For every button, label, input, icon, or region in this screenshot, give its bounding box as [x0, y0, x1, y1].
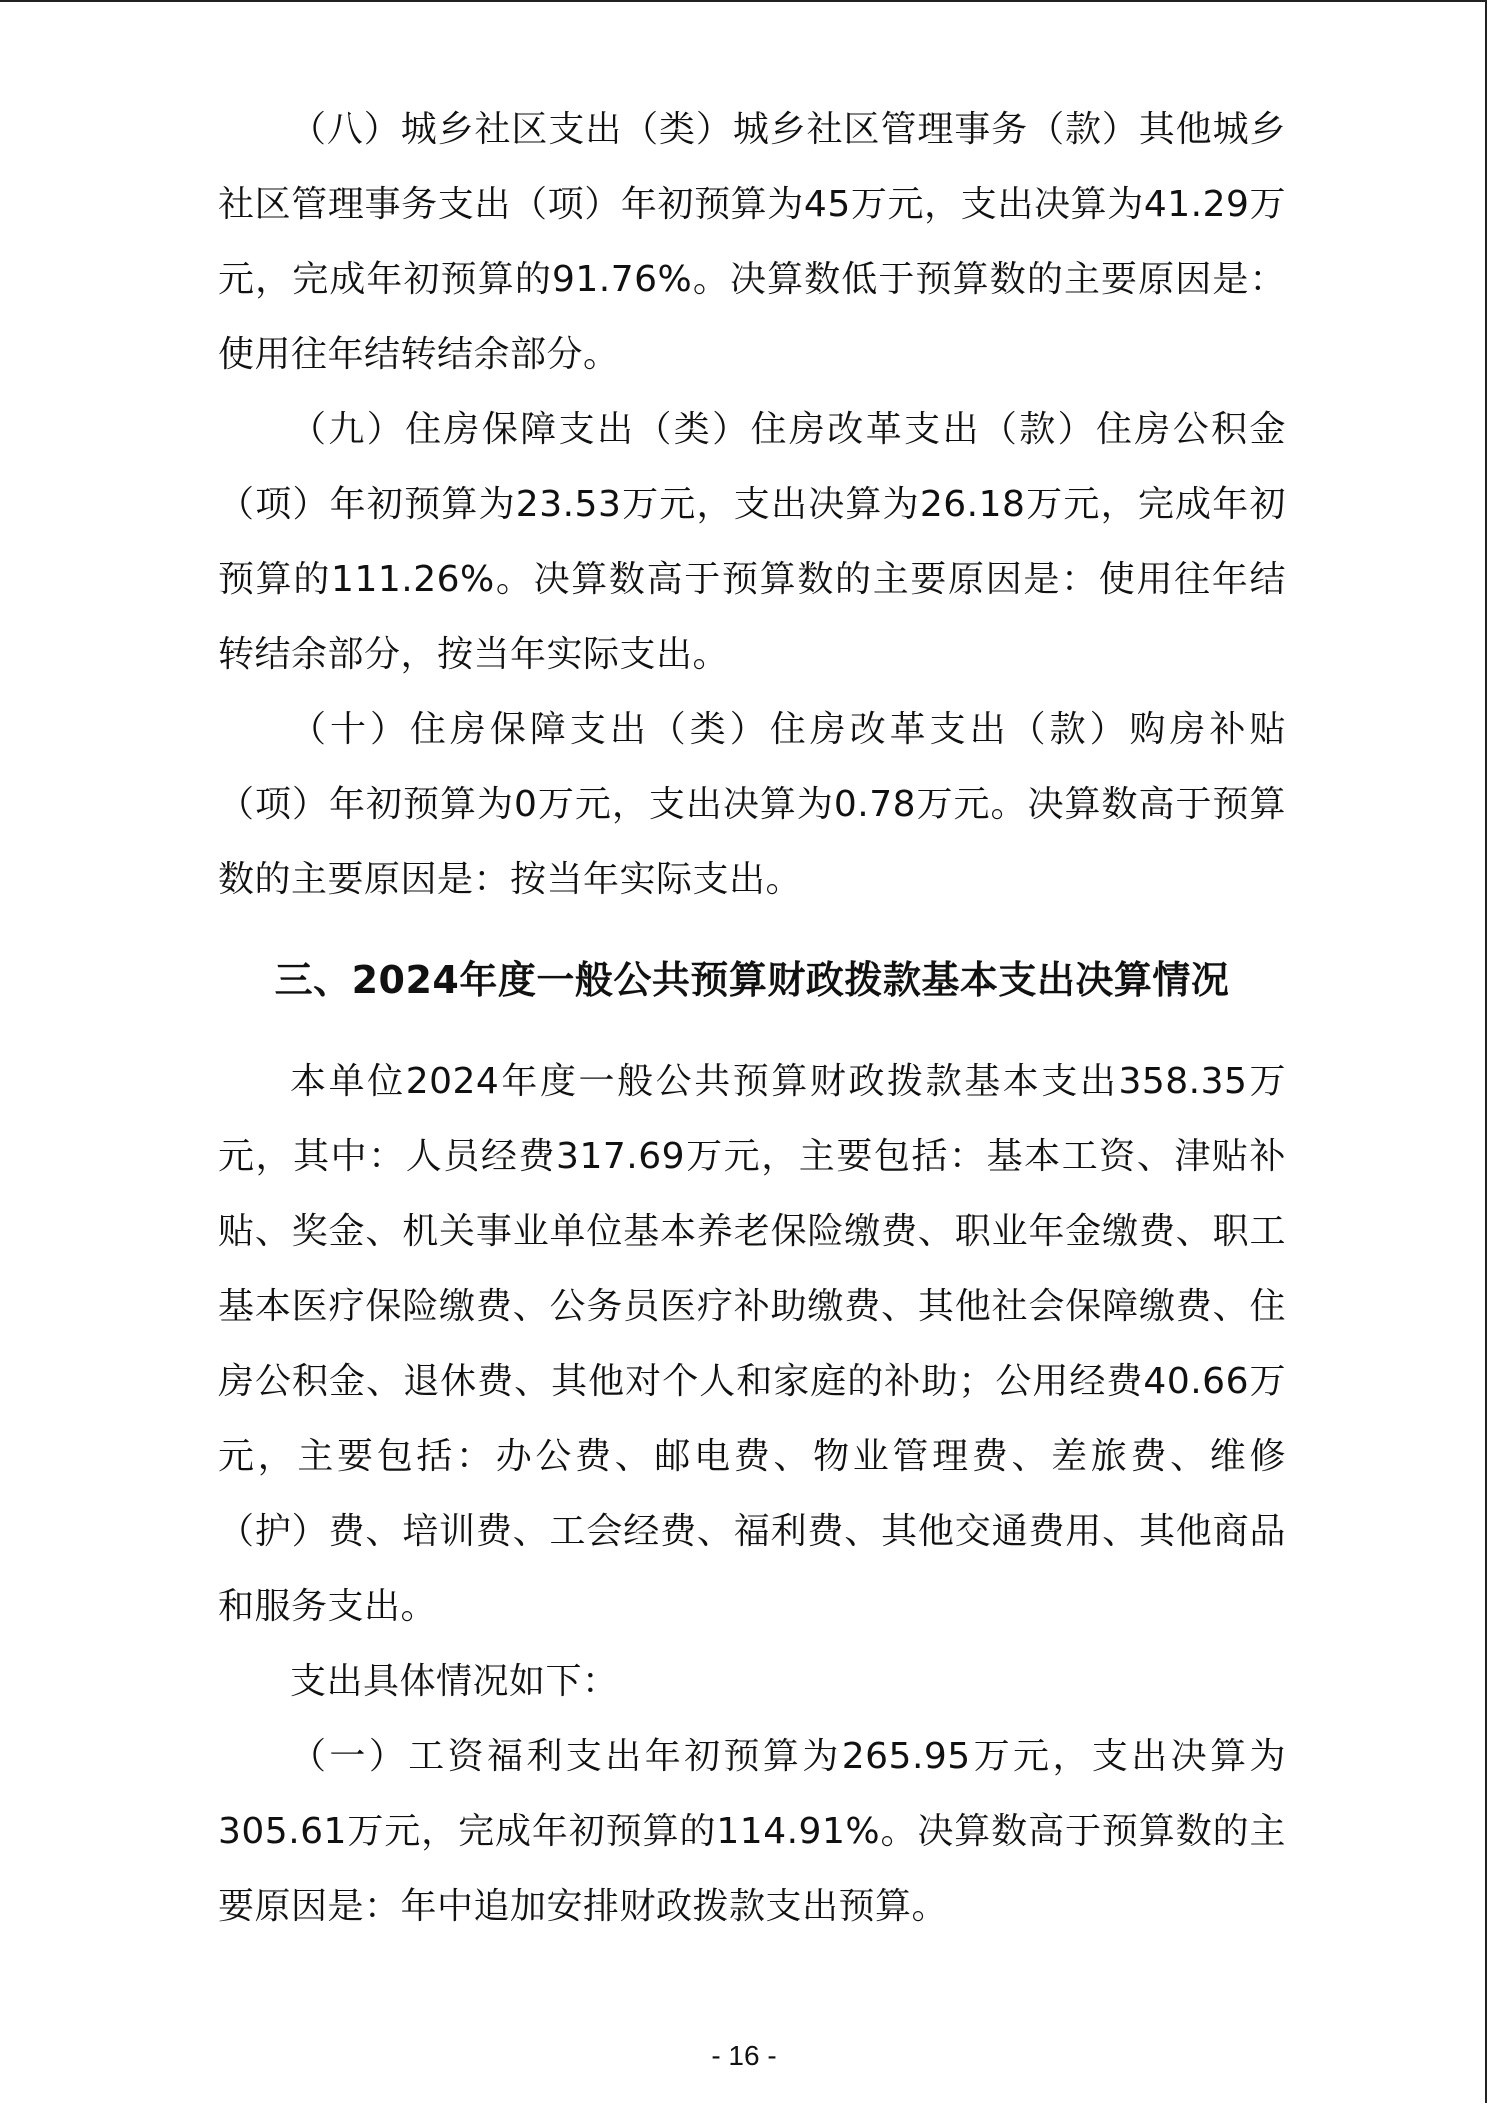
paragraph-salary-welfare: （一）工资福利支出年初预算为265.95万元，支出决算为305.61万元，完成年初预算的114.91%。决算数高于预算数的主要原因是：年中追加安排财政拨款支出预算。: [218, 1736, 1286, 1927]
paragraph-item-8: （八）城乡社区支出（类）城乡社区管理事务（款）其他城乡社区管理事务支出（项）年初预算为45万元，支出决算为41.29万元，完成年初预算的91.76%。决算数低于预算数的主要原因是：使用往年结转结余部分。: [218, 109, 1286, 375]
section-heading: 三、2024年度一般公共预算财政拨款基本支出决算情况: [274, 958, 1230, 1002]
document-body: [218, 92, 1286, 1944]
paragraph-basic-expenditure: 本单位2024年度一般公共预算财政拨款基本支出358.35万元，其中：人员经费317.69万元，主要包括：基本工资、津贴补贴、奖金、机关事业单位基本养老保险缴费、职业年金缴费、职工基本医疗保险缴费、公务员医疗补助缴费、其他社会保障缴费、住房公积金、退休费、其他对个人和家庭的补助；公用经费40.66万元，主要包括：办公费、邮电费、物业管理费、差旅费、维修（护）费、培训费、工会经费、福利费、其他交通费用、其他商品和服务支出。: [218, 1061, 1286, 1627]
paragraph-item-9: （九）住房保障支出（类）住房改革支出（款）住房公积金（项）年初预算为23.53万元，支出决算为26.18万元，完成年初预算的111.26%。决算数高于预算数的主要原因是：使用往年结转结余部分，按当年实际支出。: [218, 409, 1286, 675]
page-number: - 16 -: [711, 2040, 777, 2071]
paragraph-item-10: （十）住房保障支出（类）住房改革支出（款）购房补贴（项）年初预算为0万元，支出决算为0.78万元。决算数高于预算数的主要原因是：按当年实际支出。: [218, 709, 1286, 900]
paragraph-details-intro: 支出具体情况如下：: [290, 1661, 619, 1702]
